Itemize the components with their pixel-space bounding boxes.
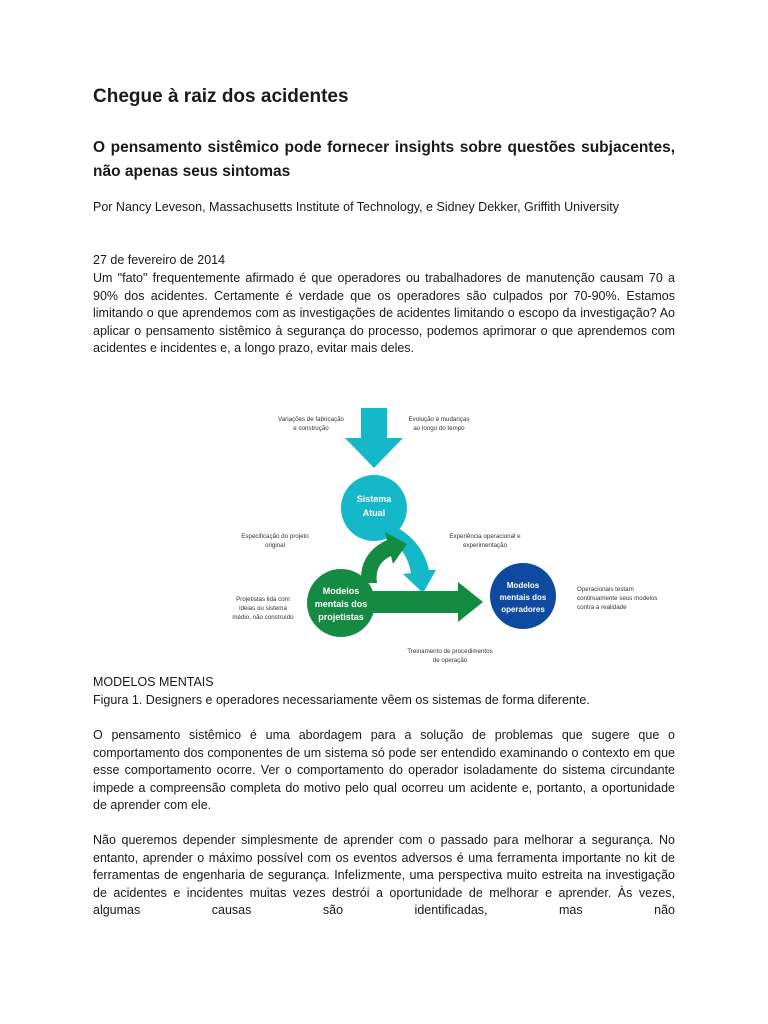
paragraph-learning: Não queremos depender simplesmente de aprender com o passado para melhorar a segurança. No entanto, aprender o máximo possível com os eventos adversos é uma ferramenta importante no kit de ferramentas de engenharia de segurança. Infelizmente, uma perspectiva muito estreita na investigação de acidentes e incidentes muitas vezes destrói a oportunidade de melhorar e aprender. Às vezes, algumas causas são identificadas, mas não: [93, 833, 675, 918]
figure-heading: MODELOS MENTAIS: [93, 675, 214, 689]
label-evolution-2: ao longo do tempo: [413, 425, 465, 432]
system-to-operators-arrow: [389, 528, 436, 593]
top-down-arrow: [345, 408, 403, 468]
label-spec-1: Especificação do projeto: [241, 533, 309, 540]
designers-to-operators-arrow: [373, 582, 483, 622]
system-node-line2: Atual: [362, 508, 386, 518]
label-operators-1: Operacionais testam: [577, 586, 634, 593]
article-title: Chegue à raiz dos acidentes: [93, 86, 349, 107]
mental-models-diagram: [193, 398, 658, 670]
label-operators-2: continuamente seus modelos: [577, 595, 658, 602]
label-variations-1: Variações de fabricação: [278, 416, 344, 423]
operators-node-line3: operadores: [501, 605, 545, 614]
label-operators-3: contra a realidade: [577, 604, 627, 611]
label-experience-1: Experiência operacional e: [449, 533, 521, 540]
label-designers-2: ideias ou sistema: [239, 605, 287, 612]
label-designers-3: médio, não construído: [232, 614, 294, 621]
label-experience-2: experimentação: [462, 542, 508, 549]
designers-node-line2: mentais dos: [314, 599, 368, 609]
label-variations-2: e construção: [293, 425, 329, 432]
publish-date: 27 de fevereiro de 2014: [93, 253, 226, 267]
operators-node-line1: Modelos: [506, 581, 540, 590]
label-designers-1: Projetistas lida com: [236, 596, 290, 603]
designers-node-line1: Modelos: [322, 586, 360, 596]
paragraph-systems-thinking: O pensamento sistêmico é uma abordagem para a solução de problemas que sugere que o comportamento dos componentes de um sistema só pode ser entendido examinando o contexto em que esse comportamento ocorre. Ver o comportamento do operador isoladamente do sistema circundante impede a compreensão completa do motivo pelo qual ocorreu um acidente e, portanto, a oportunidade de aprender com ele.: [93, 728, 675, 813]
byline: Por Nancy Leveson, Massachusetts Institute of Technology, e Sidney Dekker, Griffith University: [93, 200, 619, 214]
system-node-line1: Sistema: [356, 494, 392, 504]
intro-paragraph: Um "fato" frequentemente afirmado é que operadores ou trabalhadores de manutenção causam 70 a 90% dos acidentes. Certamente é verdade que os operadores são culpados por 70-90%. Estamos limitando o que aprendemos com as investigações de acidentes limitando o escopo da investigação? Ao aplicar o pensamento sistêmico à segurança do processo, podemos aprimorar o que aprendemos com acidentes e incidentes e, a longo prazo, evitar mais deles.: [93, 271, 675, 356]
operators-node-line2: mentais dos: [499, 593, 547, 602]
figure-mental-models: [193, 398, 658, 670]
label-evolution-1: Evolução e mudanças: [408, 416, 470, 423]
designers-node-line3: projetistas: [318, 612, 364, 622]
figure-caption: Figura 1. Designers e operadores necessariamente vêem os sistemas de forma diferente.: [93, 693, 590, 707]
label-spec-2: original: [265, 542, 285, 549]
label-training-2: de operação: [432, 657, 468, 664]
label-training-1: Treinamento de procedimentos: [407, 648, 493, 655]
article-subtitle: O pensamento sistêmico pode fornecer insights sobre questões subjacentes, não apenas seus sintomas: [93, 139, 675, 180]
